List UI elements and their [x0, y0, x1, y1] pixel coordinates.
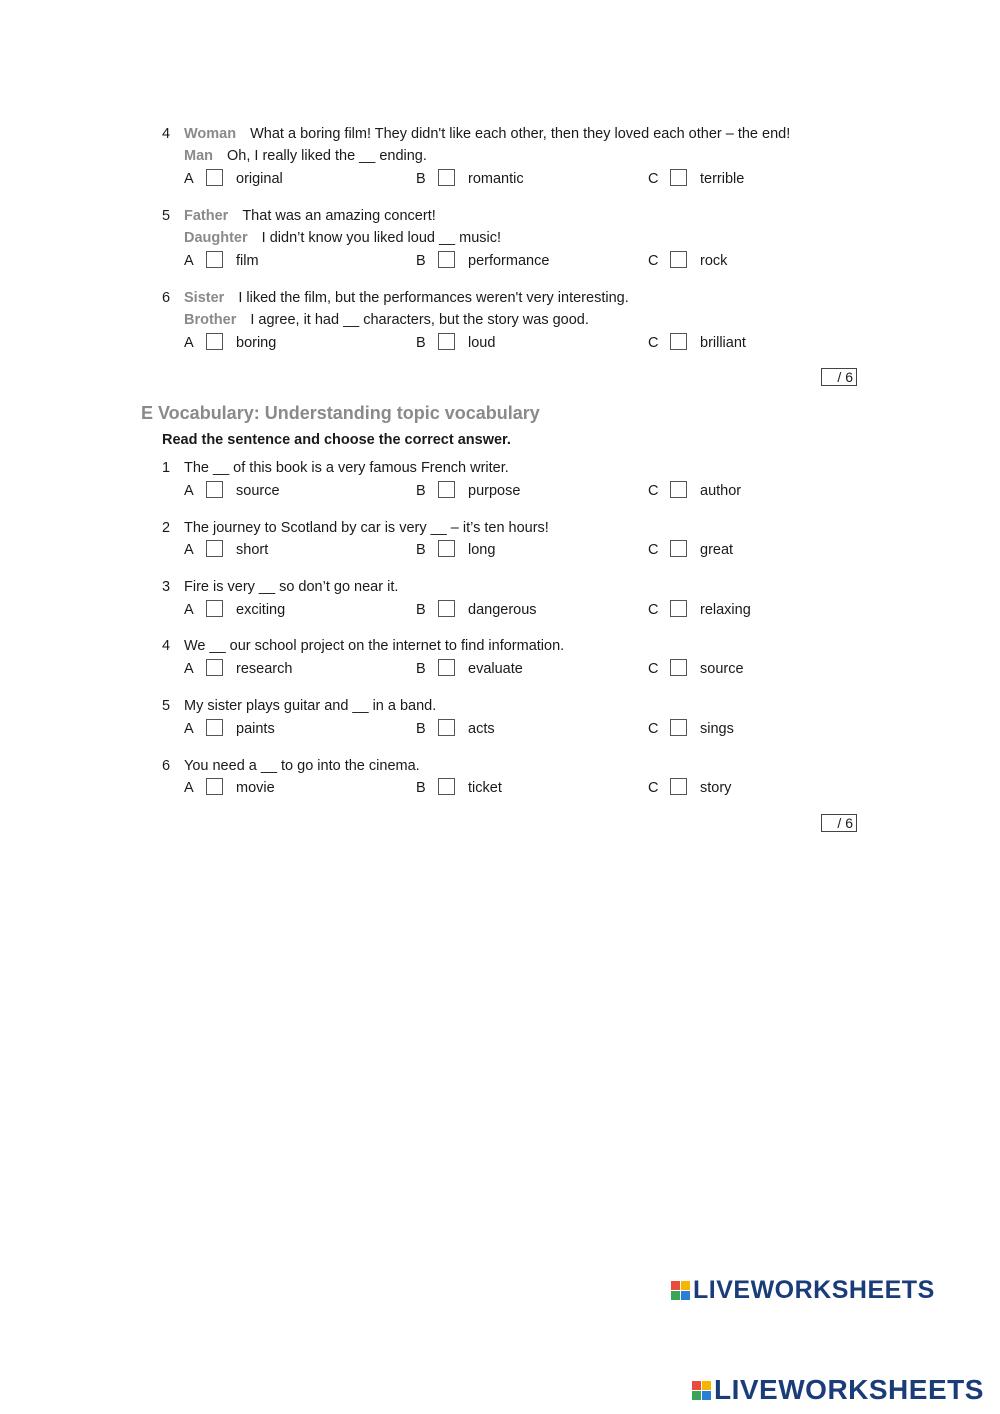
instructions: Read the sentence and choose the correct answer. [162, 432, 511, 448]
question-number: 1 [162, 460, 171, 476]
logo-square [702, 1391, 711, 1400]
option-letter: A [184, 780, 194, 796]
question-text: You need a __ to go into the cinema. [184, 758, 420, 774]
logo-square [671, 1291, 680, 1300]
option-text: relaxing [700, 602, 751, 618]
speaker-label: Brother [184, 312, 237, 328]
question-number: 4 [162, 126, 171, 142]
option-text: dangerous [468, 602, 537, 618]
option-letter: A [184, 253, 194, 269]
option-text: long [468, 542, 496, 558]
option-text: source [236, 483, 280, 499]
option-text: story [700, 780, 732, 796]
answer-checkbox[interactable] [438, 251, 455, 268]
question-number: 2 [162, 520, 171, 536]
dialogue-text: I liked the film, but the performances weren't very interesting. [238, 290, 629, 306]
option-text: ticket [468, 780, 502, 796]
logo-square [681, 1281, 690, 1290]
option-text: exciting [236, 602, 286, 618]
logo-square [702, 1381, 711, 1390]
question-text: We __ our school project on the internet to find information. [184, 638, 565, 654]
question-number: 4 [162, 638, 171, 654]
option-letter: A [184, 335, 194, 351]
option-text: evaluate [468, 661, 523, 677]
answer-checkbox[interactable] [206, 778, 223, 795]
option-letter: B [416, 721, 426, 737]
question-number: 5 [162, 698, 171, 714]
option-letter: A [184, 483, 194, 499]
option-text: boring [236, 335, 277, 351]
option-text: sings [700, 721, 734, 737]
option-text: paints [236, 721, 275, 737]
answer-checkbox[interactable] [438, 600, 455, 617]
speaker-label: Man [184, 148, 213, 164]
answer-checkbox[interactable] [670, 481, 687, 498]
answer-checkbox[interactable] [670, 333, 687, 350]
dialogue-line [184, 289, 629, 307]
dialogue-line [184, 207, 436, 225]
score-box: / 6 [821, 814, 857, 832]
score-box: / 6 [821, 368, 857, 386]
answer-checkbox[interactable] [206, 719, 223, 736]
option-letter: B [416, 483, 426, 499]
option-letter: B [416, 542, 426, 558]
question-number: 5 [162, 208, 171, 224]
answer-checkbox[interactable] [438, 169, 455, 186]
answer-checkbox[interactable] [206, 659, 223, 676]
option-letter: C [648, 602, 659, 618]
question-text: Fire is very __ so don’t go near it. [184, 579, 399, 595]
option-text: brilliant [700, 335, 746, 351]
option-text: rock [700, 253, 728, 269]
dialogue-line [184, 311, 589, 329]
option-letter: C [648, 483, 659, 499]
logo-mark-icon [692, 1381, 711, 1400]
logo-square [692, 1391, 701, 1400]
option-text: romantic [468, 171, 524, 187]
option-letter: C [648, 780, 659, 796]
question-number: 3 [162, 579, 171, 595]
option-letter: C [648, 661, 659, 677]
option-letter: B [416, 661, 426, 677]
answer-checkbox[interactable] [206, 169, 223, 186]
speaker-label: Woman [184, 126, 237, 142]
logo-square [692, 1381, 701, 1390]
dialogue-text: Oh, I really liked the __ ending. [227, 148, 427, 164]
option-letter: A [184, 542, 194, 558]
answer-checkbox[interactable] [438, 333, 455, 350]
option-letter: B [416, 335, 426, 351]
option-text: original [236, 171, 283, 187]
option-letter: C [648, 335, 659, 351]
option-text: source [700, 661, 744, 677]
speaker-label: Daughter [184, 230, 248, 246]
answer-checkbox[interactable] [438, 540, 455, 557]
option-letter: B [416, 171, 426, 187]
option-text: acts [468, 721, 495, 737]
option-text: author [700, 483, 742, 499]
dialogue-text: I didn’t know you liked loud __ music! [261, 230, 502, 246]
answer-checkbox[interactable] [670, 778, 687, 795]
answer-checkbox[interactable] [206, 251, 223, 268]
dialogue-text: That was an amazing concert! [242, 208, 436, 224]
speaker-label: Sister [184, 290, 225, 306]
option-letter: A [184, 602, 194, 618]
question-text: My sister plays guitar and __ in a band. [184, 698, 437, 714]
option-letter: A [184, 661, 194, 677]
answer-checkbox[interactable] [206, 481, 223, 498]
option-letter: A [184, 721, 194, 737]
option-text: performance [468, 253, 550, 269]
liveworksheets-logo-footer [692, 1374, 984, 1406]
logo-mark-icon [671, 1281, 690, 1300]
option-text: loud [468, 335, 496, 351]
logo-square [671, 1281, 680, 1290]
option-text: short [236, 542, 269, 558]
answer-checkbox[interactable] [438, 481, 455, 498]
answer-checkbox[interactable] [670, 251, 687, 268]
question-number: 6 [162, 758, 171, 774]
answer-checkbox[interactable] [206, 333, 223, 350]
dialogue-line [184, 125, 790, 143]
option-text: terrible [700, 171, 745, 187]
option-letter: C [648, 721, 659, 737]
option-letter: C [648, 171, 659, 187]
logo-wordmark: LIVEWORKSHEETS [693, 1276, 935, 1304]
option-text: movie [236, 780, 275, 796]
dialogue-line [184, 229, 501, 247]
speaker-label: Father [184, 208, 229, 224]
answer-checkbox[interactable] [438, 778, 455, 795]
answer-checkbox[interactable] [670, 540, 687, 557]
answer-checkbox[interactable] [206, 600, 223, 617]
answer-checkbox[interactable] [206, 540, 223, 557]
option-text: purpose [468, 483, 521, 499]
question-text: The journey to Scotland by car is very __ – it’s ten hours! [184, 520, 549, 536]
option-letter: C [648, 253, 659, 269]
option-letter: C [648, 542, 659, 558]
option-text: research [236, 661, 293, 677]
logo-square [681, 1291, 690, 1300]
option-text: film [236, 253, 259, 269]
dialogue-text: What a boring film! They didn't like each other, then they loved each other – the end! [250, 126, 791, 142]
answer-checkbox[interactable] [438, 719, 455, 736]
answer-checkbox[interactable] [670, 719, 687, 736]
dialogue-line [184, 147, 427, 165]
answer-checkbox[interactable] [670, 169, 687, 186]
question-text: The __ of this book is a very famous French writer. [184, 460, 509, 476]
answer-checkbox[interactable] [438, 659, 455, 676]
answer-checkbox[interactable] [670, 659, 687, 676]
option-letter: B [416, 253, 426, 269]
dialogue-text: I agree, it had __ characters, but the story was good. [250, 312, 589, 328]
answer-checkbox[interactable] [670, 600, 687, 617]
liveworksheets-logo [671, 1276, 935, 1305]
question-number: 6 [162, 290, 171, 306]
option-letter: B [416, 602, 426, 618]
logo-wordmark: LIVEWORKSHEETS [714, 1374, 984, 1405]
option-text: great [700, 542, 734, 558]
section-title: E Vocabulary: Understanding topic vocabulary [141, 403, 540, 423]
option-letter: A [184, 171, 194, 187]
option-letter: B [416, 780, 426, 796]
